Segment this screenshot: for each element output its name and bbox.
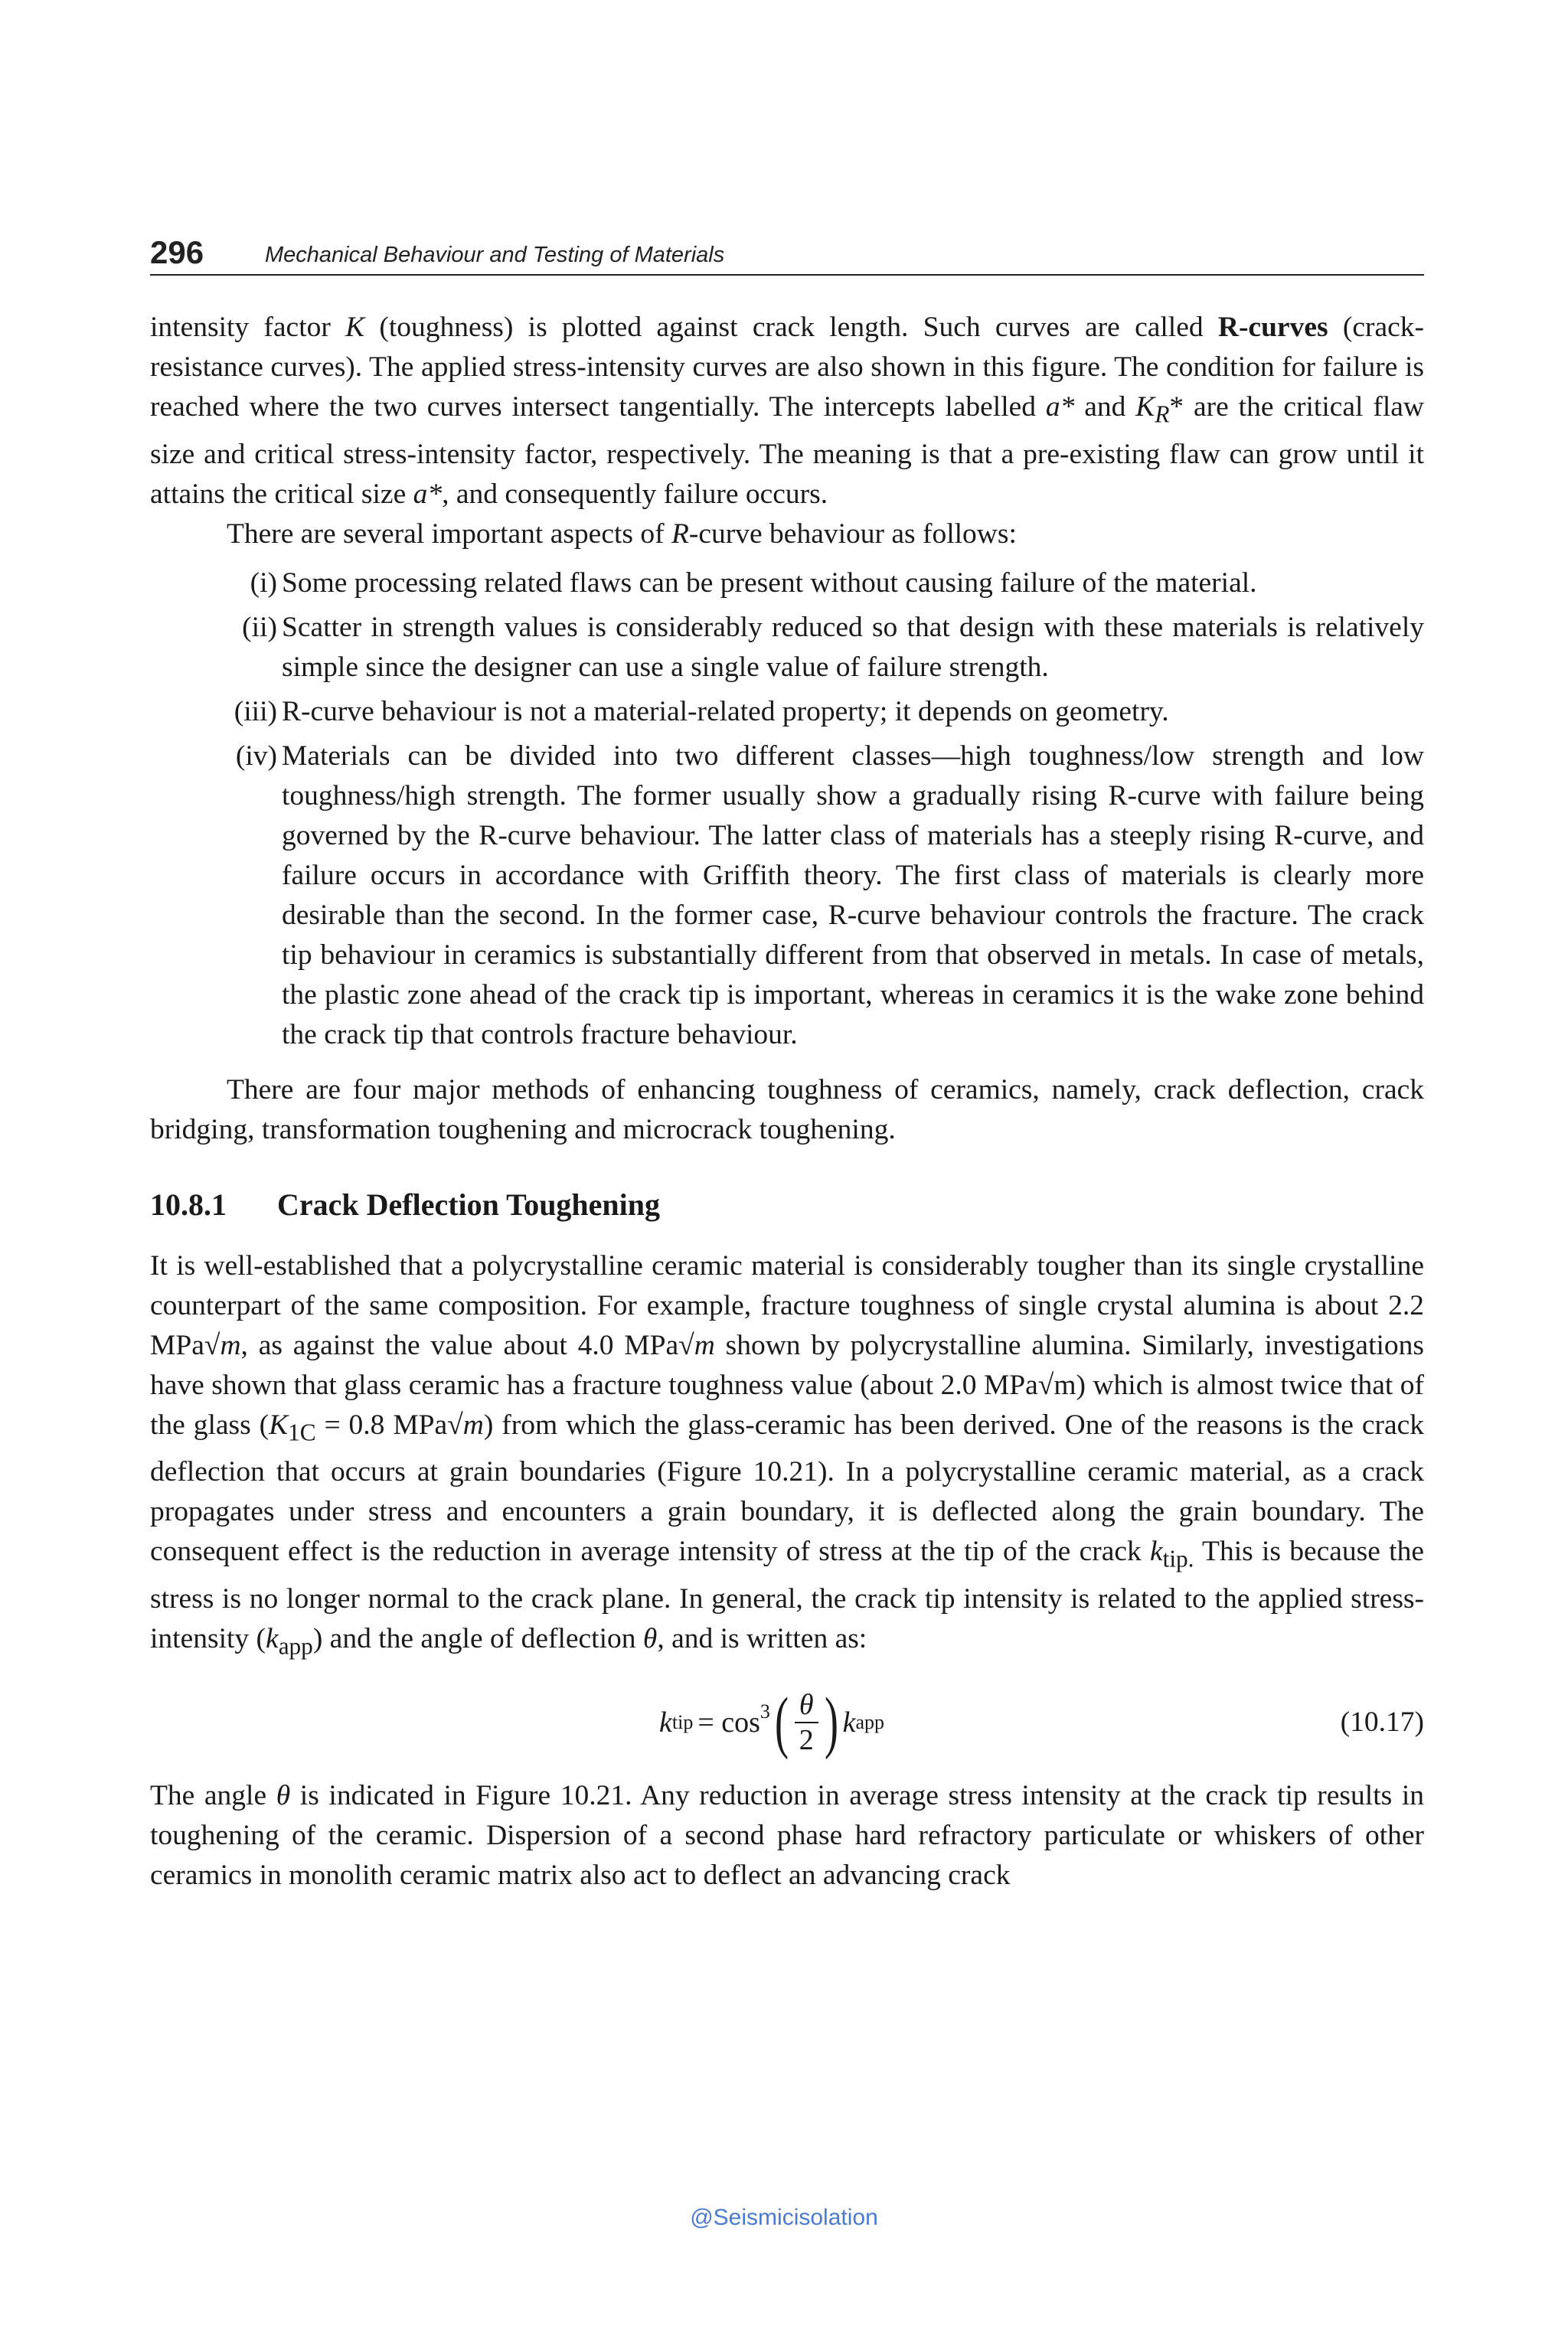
equation-body: k tip = cos $^3$ ( $\frac{\theta}{2}$ ) k app [659,1684,884,1760]
left-paren: ( [774,1684,789,1760]
page-body [150,308,1424,1896]
equation-10-17 [150,1670,1424,1772]
list-item: (ii) Scatter in strength values is considerably reduced so that design with these materials is relatively simple since the designer can use a single value of failure strength. [242,611,1424,683]
watermark: @Seismicisolation [690,2205,878,2230]
section-number: 10.8.1 [150,1187,227,1222]
section-title: Crack Deflection Toughening [277,1187,661,1222]
aspects-list [150,563,1424,1055]
fraction: $\frac{\theta}{2}$ [795,1688,818,1757]
aspects-intro: There are several important aspects of R-curve behaviour as follows: [227,518,1017,550]
section-paragraph: It is well-established that a polycrystalline ceramic material is considerably tougher than its single crystalline counterpart of the same composition. For example, fracture toughness of single crystal alumina is about 2.2 MPa√m, as against the value about 4.0 MPa√m shown by polycrystalline alumina. Similarly, investigations have shown that glass ceramic has a fracture toughness value (about 2.0 MPa√m) which is almost twice that of the glass ($K_{1C} = 0.8$ MPa√m) from which the glass-ceramic has been derived. One of the reasons is the crack deflection that occurs at grain boundaries (Figure 10.21). In a polycrystalline ceramic material, as a crack propagates under stress and encounters a grain boundary, it is deflected along the grain boundary. The consequent effect is the reduction in average intensity of stress at the tip of the crack $k_{tip.}$ This is because the stress is no longer normal to the crack plane. In general, the crack tip intensity is related to the applied stress-intensity $(k_{app})$ and the angle of deflection θ, and is written as: [150,1249,1425,1659]
list-item: (iii) R-curve behaviour is not a material-related property; it depends on geometry. [234,695,1169,727]
section-heading [150,1185,1424,1225]
intro-paragraph: intensity factor K (toughness) is plotted against crack length. Such curves are called R-curves (crack-resistance curves). The applied stress-intensity curves are also shown in this figure. The condition for failure is reached where the two curves intersect tangentially. The intercepts labelled a* and $K_R*$ are the critical flaw size and critical stress-intensity factor, respectively. The meaning is that a pre-existing flaw can grow until it attains the critical size a*, and consequently failure occurs. [150,312,1424,510]
methods-paragraph: There are four major methods of enhancing toughness of ceramics, namely, crack deflection, crack bridging, transformation toughening and microcrack toughening. [150,1073,1424,1145]
equation-number: (10.17) [1340,1706,1424,1738]
list-item: (iv) Materials can be divided into two different classes—high toughness/low strength and low toughness/high strength. The former usually show a gradually rising R-curve with failure being governed by the R-curve behaviour. The latter class of materials has a steeply rising R-curve, and failure occurs in accordance with Griffith theory. The first class of materials is clearly more desirable than the second. In the former case, R-curve behaviour controls the fracture. The crack tip behaviour in ceramics is substantially different from that observed in metals. In case of metals, the plastic zone ahead of the crack tip is important, whereas in ceramics it is the wake zone behind the crack tip that controls fracture behaviour. [235,740,1424,1050]
page-header [150,230,1424,276]
closing-paragraph: The angle θ is indicated in Figure 10.21. Any reduction in average stress intensity at the crack tip results in toughening of the ceramic. Dispersion of a second phase hard refractory particulate or whiskers of other ceramics in monolith ceramic matrix also act to deflect an advancing crack [150,1780,1424,1891]
list-item: (i) Some processing related flaws can be present without causing failure of the material. [250,567,1257,599]
right-paren: ) [824,1684,838,1760]
page-number: 296 [150,234,204,270]
running-title: Mechanical Behaviour and Testing of Materials [265,243,725,267]
r-curves-term: R-curves [1217,312,1328,343]
